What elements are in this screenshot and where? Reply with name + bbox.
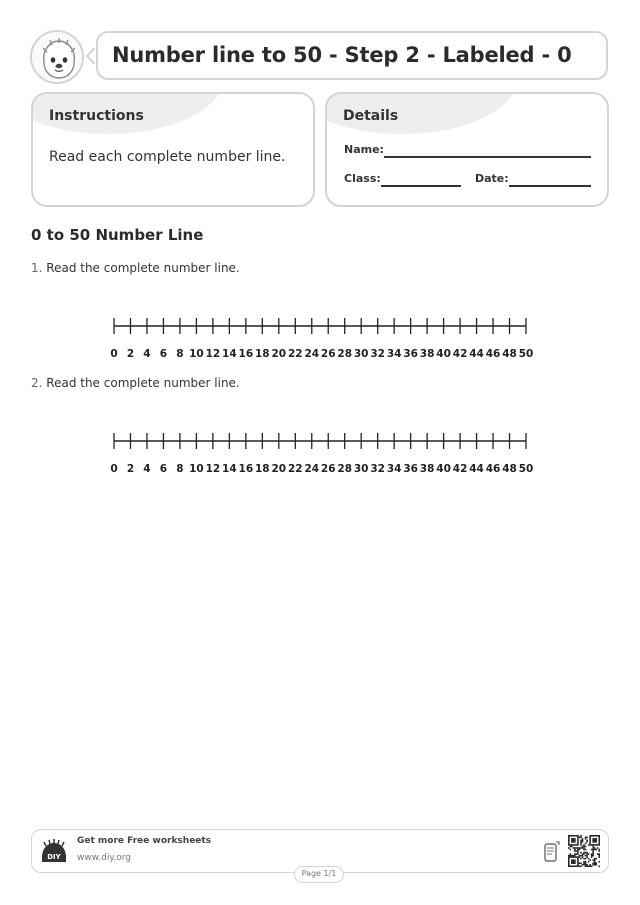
number-line-label: 32 <box>370 463 385 475</box>
number-line-label: 44 <box>469 463 484 475</box>
section-title: 0 to 50 Number Line <box>31 226 204 244</box>
number-line-label: 12 <box>205 463 221 475</box>
number-line-label: 20 <box>271 348 287 360</box>
number-line-label: 48 <box>502 463 517 475</box>
number-line-label: 18 <box>255 348 270 360</box>
footer-url[interactable]: www.diy.org <box>77 853 131 863</box>
name-field[interactable] <box>384 156 591 158</box>
number-line-label: 22 <box>287 348 303 360</box>
diy-logo-text: DIY <box>47 853 61 861</box>
number-line-label: 10 <box>189 348 204 360</box>
number-line-label: 36 <box>403 463 418 475</box>
number-line-label: 46 <box>485 348 501 360</box>
number-line-2 <box>0 425 640 485</box>
number-line-label: 42 <box>452 463 468 475</box>
diy-logo-icon <box>40 839 68 865</box>
instructions-heading: Instructions <box>49 108 144 124</box>
number-line-label: 40 <box>436 348 451 360</box>
number-line-label: 20 <box>271 463 287 475</box>
number-line-label: 8 <box>176 463 184 475</box>
number-line-label: 50 <box>518 348 534 360</box>
page-indicator: Page 1/1 <box>294 866 344 883</box>
number-line-label: 46 <box>485 463 501 475</box>
phone-icon <box>543 841 561 863</box>
number-line-label: 12 <box>205 348 221 360</box>
number-line-label: 44 <box>469 348 484 360</box>
number-line-label: 48 <box>502 348 517 360</box>
class-field[interactable] <box>381 185 461 187</box>
number-line-label: 2 <box>126 463 135 475</box>
number-line-label: 14 <box>222 348 237 360</box>
number-line-label: 24 <box>304 348 320 360</box>
number-line-label: 10 <box>189 463 204 475</box>
number-line-label: 4 <box>143 348 151 360</box>
class-label: Class: <box>344 172 381 185</box>
number-line-label: 16 <box>238 463 254 475</box>
number-line-label: 6 <box>159 348 168 360</box>
date-field[interactable] <box>509 185 591 187</box>
instructions-card <box>31 92 315 207</box>
number-line-label: 14 <box>222 463 237 475</box>
number-line-label: 34 <box>386 348 402 360</box>
mascot-avatar <box>30 30 84 84</box>
question-text: Read the complete number line. <box>46 376 240 390</box>
details-heading: Details <box>343 108 399 124</box>
footer-promo-text: Get more Free worksheets <box>77 836 212 846</box>
question-1 <box>31 261 240 275</box>
page-title: Number line to 50 - Step 2 - Labeled - 0 <box>112 43 572 67</box>
number-line-label: 22 <box>287 463 303 475</box>
number-line-label: 18 <box>255 463 270 475</box>
number-line-label: 30 <box>353 348 369 360</box>
number-line-label: 42 <box>452 348 468 360</box>
question-number: 1. <box>31 261 43 275</box>
number-line-label: 16 <box>238 348 254 360</box>
number-line-label: 6 <box>159 463 168 475</box>
instructions-text: Read each complete number line. <box>49 149 286 165</box>
number-line-label: 24 <box>304 463 320 475</box>
number-line-label: 30 <box>353 463 369 475</box>
name-label: Name: <box>344 143 384 156</box>
number-line-label: 26 <box>320 348 336 360</box>
title-bubble <box>96 31 608 80</box>
number-line-label: 8 <box>176 348 184 360</box>
number-line-label: 26 <box>320 463 336 475</box>
number-line-label: 0 <box>110 463 118 475</box>
number-line-label: 32 <box>370 348 385 360</box>
number-line-label: 34 <box>386 463 402 475</box>
question-text: Read the complete number line. <box>46 261 240 275</box>
number-line-label: 50 <box>518 463 534 475</box>
number-line-1 <box>0 310 640 370</box>
number-line-label: 38 <box>419 348 435 360</box>
number-line-label: 28 <box>337 463 353 475</box>
number-line-label: 28 <box>337 348 353 360</box>
question-2 <box>31 376 240 390</box>
number-line-label: 0 <box>110 348 118 360</box>
details-card <box>325 92 609 207</box>
mascot-icon <box>32 32 84 84</box>
question-number: 2. <box>31 376 43 390</box>
number-line-label: 38 <box>419 463 435 475</box>
number-line-label: 2 <box>126 348 135 360</box>
number-line-label: 36 <box>403 348 418 360</box>
number-line-label: 40 <box>436 463 451 475</box>
number-line-label: 4 <box>143 463 151 475</box>
qr-code-icon <box>568 835 600 867</box>
date-label: Date: <box>475 172 509 185</box>
